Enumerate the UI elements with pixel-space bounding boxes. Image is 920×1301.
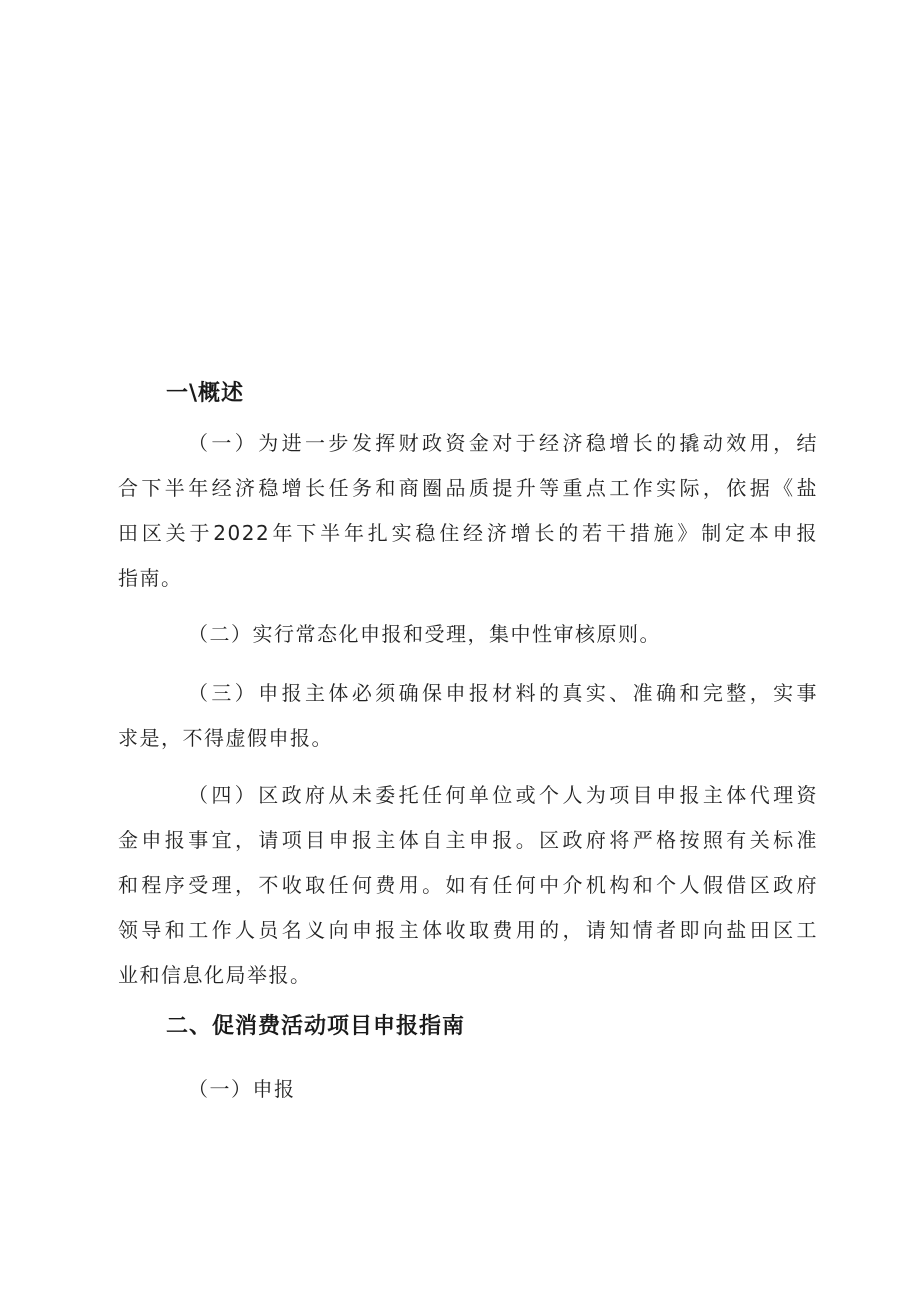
paragraph-3-line-2: 求是，不得虚假申报。 bbox=[118, 726, 333, 750]
paragraph-4-line-1: （四）区政府从未委托任何单位或个人为项目申报主体代理资 bbox=[188, 783, 818, 807]
paragraph-4-line-2: 金申报事宜，请项目申报主体自主申报。区政府将严格按照有关标准 bbox=[118, 828, 818, 852]
paragraph-3 bbox=[118, 671, 818, 761]
paragraph-1-line-1: （一）为进一步发挥财政资金对于经济稳增长的撬动效用，结 bbox=[188, 431, 818, 455]
paragraph-3-line-1: （三）申报主体必须确保申报材料的真实、准确和完整，实事 bbox=[188, 681, 818, 705]
subsection-heading-application: （一）申报 bbox=[188, 1077, 296, 1101]
paragraph-4-line-4: 领导和工作人员名义向申报主体收取费用的，请知情者即向盐田区工 bbox=[118, 918, 818, 942]
paragraph-2 bbox=[118, 612, 818, 657]
paragraph-2-line-1: （二）实行常态化申报和受理，集中性审核原则。 bbox=[188, 622, 661, 646]
section-heading-consumption: 二、促消费活动项目申报指南 bbox=[166, 1014, 466, 1039]
paragraph-4-line-5: 业和信息化局举报。 bbox=[118, 963, 312, 987]
section-heading-overview: 一\概述 bbox=[166, 381, 245, 406]
paragraph-1-line-3: 田区关于2022年下半年扎实稳住经济增长的若干措施》制定本申报 bbox=[118, 521, 818, 545]
paragraph-1-line-2: 合下半年经济稳增长任务和商圈品质提升等重点工作实际，依据《盐 bbox=[118, 476, 818, 500]
paragraph-1 bbox=[118, 421, 818, 601]
paragraph-1-line-4: 指南。 bbox=[118, 566, 183, 590]
paragraph-4 bbox=[118, 773, 818, 998]
paragraph-4-line-3: 和程序受理，不收取任何费用。如有任何中介机构和个人假借区政府 bbox=[118, 873, 818, 897]
